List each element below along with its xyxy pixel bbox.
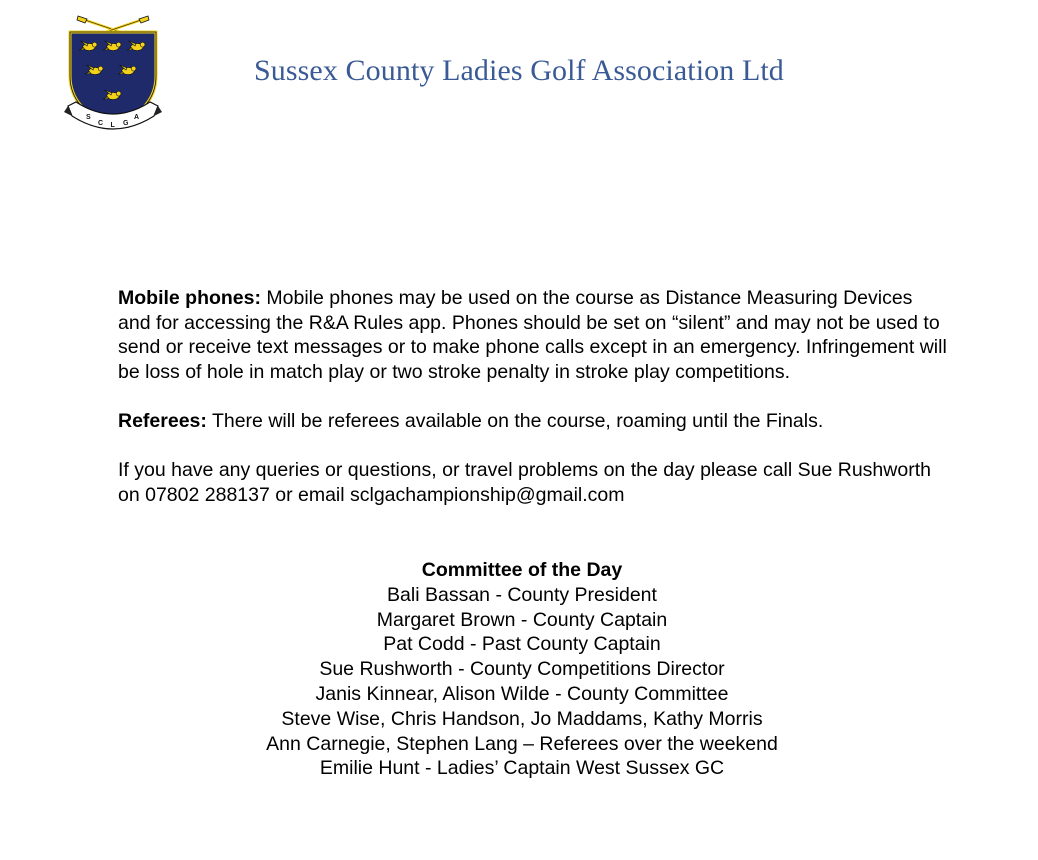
referees-label: Referees: (118, 409, 207, 432)
committee-heading: Committee of the Day (421, 559, 623, 581)
information-section (118, 286, 948, 507)
committee-member: Emilie Hunt - Ladies’ Captain West Sussex GC (319, 757, 725, 780)
committee-member: Janis Kinnear, Alison Wilde - County Committee (315, 682, 729, 705)
contact-paragraph: If you have any queries or questions, or travel problems on the day please call Sue Rushworth on 07802 288137 or email sclgachampionship@gmail.com (118, 459, 931, 506)
committee-of-the-day-section (118, 558, 926, 781)
referees-text: There will be referees available on the course, roaming until the Finals. (206, 409, 824, 432)
svg-text:C: C (98, 120, 104, 127)
committee-member: Steve Wise, Chris Handson, Jo Maddams, Kathy Morris (281, 707, 763, 730)
committee-member: Sue Rushworth - County Competitions Director (319, 658, 725, 681)
committee-member: Ann Carnegie, Stephen Lang – Referees over the weekend (266, 732, 778, 755)
association-crest-logo (62, 14, 164, 140)
committee-member: Bali Bassan - County President (387, 583, 657, 606)
committee-member: Margaret Brown - County Captain (376, 608, 668, 631)
organisation-title: Sussex County Ladies Golf Association Ltd (254, 54, 784, 87)
svg-text:G: G (123, 120, 129, 127)
mobile-phones-label: Mobile phones: (118, 287, 261, 309)
mobile-phones-paragraph (118, 286, 948, 384)
svg-text:L: L (110, 122, 115, 129)
referees-paragraph (118, 409, 948, 434)
svg-text:A: A (134, 114, 140, 121)
mobile-phones-text: Mobile phones may be used on the course as Distance Measuring Devices and for accessing the R&A Rules app. Phones should be set on “silent” and may not be used to send or receive text messages or to make phone calls except in an emergency. Infringement will be loss of hole in match play or two stroke penalty in stroke play competitions. (118, 287, 947, 383)
committee-member: Pat Codd - Past County Captain (383, 633, 661, 656)
svg-text:S: S (86, 114, 91, 121)
